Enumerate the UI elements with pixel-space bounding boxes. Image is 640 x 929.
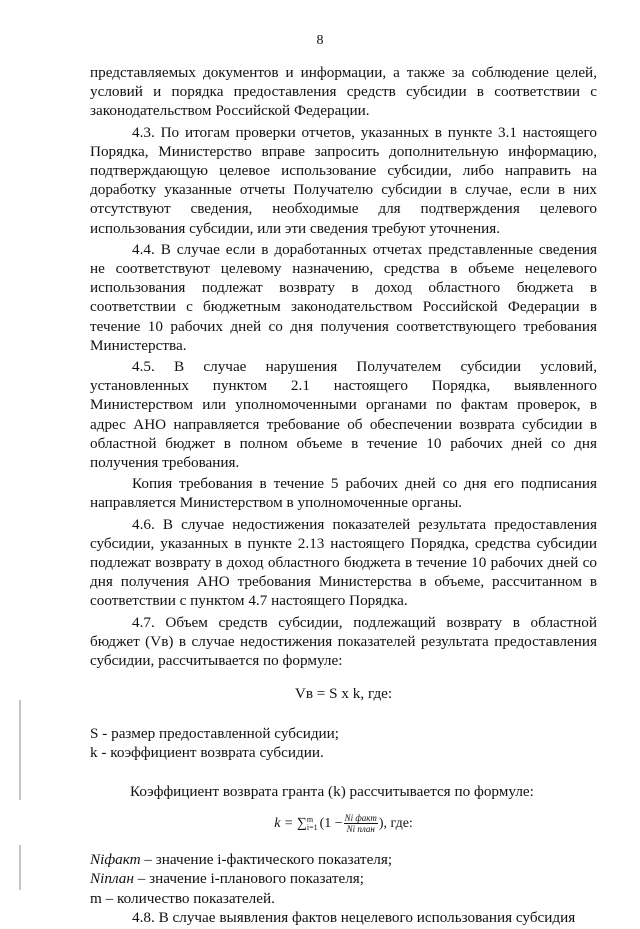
paragraph-copy-requirement: Копия требования в течение 5 рабочих дней со дня его подписания направляется Министерством в уполномоченные органы. xyxy=(90,475,597,512)
symbol-ni-plan: Niплан xyxy=(90,870,134,888)
paragraph-4-8: 4.8. В случае выявления фактов нецелевого использования субсидия xyxy=(132,908,576,926)
paragraph-4-6: 4.6. В случае недостижения показателей результата предоставления субсидии, указанных в пункте 2.13 настоящего Порядка, средства субсидии подлежат возврату в доход областного бюджета в течение 10 рабочих дней со дня получения АНО требования Министерства в объеме, рассчитанном в соответствии с пунктом 4.7 настоящего Порядка. xyxy=(90,515,597,610)
paragraph-4-3: 4.3. По итогам проверки отчетов, указанных в пункте 3.1 настоящего Порядка, Министерство вправе запросить дополнительную информацию, подтверждающую целевое использование субсидии, либо направить на доработку указанные отчеты Получателю субсидии в случае, если в них отсутствуют сведения, необходимые для подтверждения целевого использования субсидии, или эти сведения требуют уточнения. xyxy=(90,123,597,237)
definition-ni-fact-text: – значение i-фактического показателя; xyxy=(140,851,393,869)
definition-m-text: m – количество показателей. xyxy=(90,889,275,907)
paragraph-intro: представляемых документов и информации, а также за соблюдение целей, условий и порядка предоставления средств субсидии в соответствии с законодательством Российской Федерации. xyxy=(90,64,597,120)
formula-k-lhs: k = ∑ xyxy=(274,816,307,831)
sum-limits xyxy=(307,816,318,832)
symbol-ni-fact: Niфакт xyxy=(90,851,141,869)
fraction-denominator: Ni план xyxy=(346,824,375,835)
paragraph-4-4: 4.4. В случае если в доработанных отчетах представленные сведения не соответствуют целевому назначению, средства в объеме нецелевого использования подлежат возврату в доход областного бюджета в соответствии с бюджетным законодательством Российской Федерации в течение 10 рабочих дней со дня получения соответствующего требования Министерства. xyxy=(90,240,597,354)
formula-k xyxy=(90,813,597,834)
page-number: 8 xyxy=(316,33,324,48)
sum-lower: i=1 xyxy=(306,822,318,832)
formula-k-open: (1 − xyxy=(319,816,343,831)
document-body xyxy=(90,63,597,929)
paragraph-4-7: 4.7. Объем средств субсидии, подлежащий возврату в областной бюджет (Vв) в случае недостижения показателей результата предоставления субсидии, рассчитывается по формуле: xyxy=(90,613,597,670)
definition-ni-plan xyxy=(90,869,597,888)
sum-upper: m xyxy=(306,814,314,824)
definition-s: S - размер предоставленной субсидии; xyxy=(90,724,340,742)
definition-ni-fact xyxy=(90,850,597,869)
k-coefficient-intro: Коэффициент возврата гранта (k) рассчитывается по формуле: xyxy=(130,782,534,800)
fraction xyxy=(344,813,378,834)
paragraph-4-5: 4.5. В случае нарушения Получателем субсидии условий, установленных пунктом 2.1 настоящего Порядка, выявленного Министерством или уполномоченными органами по фактам проверок, в адрес АНО направляется требование об обеспечении возврата субсидии в областной бюджет в полном объеме в течение 10 рабочих дней со дня получения требования. xyxy=(90,358,597,472)
formula-k-close: ), где: xyxy=(378,816,413,831)
fraction-numerator: Ni факт xyxy=(344,813,377,824)
definition-k: k - коэффициент возврата субсидии. xyxy=(90,743,324,761)
definition-ni-plan-text: – значение i-планового показателя; xyxy=(133,870,364,888)
formula-vv: Vв = S x k, где: xyxy=(294,685,393,703)
